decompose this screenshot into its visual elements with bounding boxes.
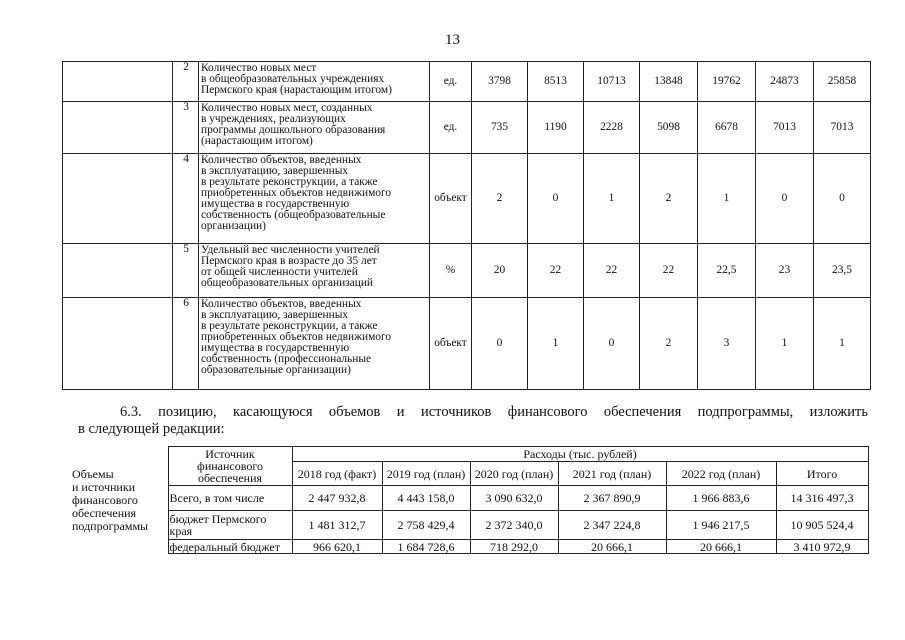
- amount-cell: 2 347 224,8: [558, 511, 666, 540]
- blank-cell: [63, 298, 173, 390]
- amount-cell: 4 443 158,0: [382, 486, 470, 511]
- unit-cell: ед.: [430, 102, 472, 154]
- amount-cell: 1 684 728,6: [382, 540, 470, 554]
- value-cell: 6678: [698, 102, 756, 154]
- year-header: 2018 год (факт): [292, 462, 382, 486]
- finance-row-label: Объемы и источники финансового обеспечения подпрограммы: [72, 447, 168, 554]
- amount-cell: 1 966 883,6: [666, 486, 776, 511]
- indicator-name-text: Количество объектов, введенных в эксплуатацию, завершенных в результате реконструкции, а также приобретенных объектов недвижимого имущества в государственную собственность (общеобразовательные организации): [201, 154, 392, 232]
- amount-cell: 2 367 890,9: [558, 486, 666, 511]
- amount-cell: 966 620,1: [292, 540, 382, 554]
- unit-cell: %: [430, 244, 472, 298]
- finance-table: [72, 446, 869, 554]
- indicator-name-text: Количество новых мест в общеобразовательных учреждениях Пермского края (нарастающим итогом): [201, 62, 392, 96]
- value-cell: 0: [528, 154, 584, 244]
- value-cell: 7013: [756, 102, 814, 154]
- total-header: Итого: [776, 462, 868, 486]
- amount-cell: 20 666,1: [666, 540, 776, 554]
- value-cell: 22,5: [698, 244, 756, 298]
- indicator-name: [199, 244, 430, 298]
- year-header: 2020 год (план): [470, 462, 558, 486]
- blank-cell: [63, 102, 173, 154]
- paragraph-line-2: в следующей редакции:: [78, 421, 225, 437]
- value-cell: 1: [528, 298, 584, 390]
- finance-row-federal: [72, 540, 868, 554]
- value-cell: 3: [698, 298, 756, 390]
- amount-cell: 2 447 932,8: [292, 486, 382, 511]
- row-number: 5: [173, 244, 199, 298]
- amount-cell: 3 090 632,0: [470, 486, 558, 511]
- value-cell: 0: [756, 154, 814, 244]
- value-cell: 19762: [698, 62, 756, 102]
- indicator-row: [63, 154, 871, 244]
- value-cell: 1: [756, 298, 814, 390]
- year-header: 2021 год (план): [558, 462, 666, 486]
- value-cell: 22: [528, 244, 584, 298]
- value-cell: 24873: [756, 62, 814, 102]
- value-cell: 2228: [584, 102, 640, 154]
- unit-cell: объект: [430, 298, 472, 390]
- source-cell: федеральный бюджет: [168, 540, 292, 554]
- value-cell: 1: [584, 154, 640, 244]
- row-number: 2: [173, 62, 199, 102]
- indicator-name-text: Удельный вес численности учителей Пермского края в возрасте до 35 лет от общей численности учителей общеобразовательных организаций: [201, 244, 380, 289]
- value-cell: 2: [472, 154, 528, 244]
- value-cell: 735: [472, 102, 528, 154]
- value-cell: 23: [756, 244, 814, 298]
- amount-cell: 3 410 972,9: [776, 540, 868, 554]
- indicator-name-text: Количество объектов, введенных в эксплуатацию, завершенных в результате реконструкции, а также приобретенных объектов недвижимого имущества в государственную собственность (профессиональные образовательные организации): [201, 298, 392, 376]
- indicator-name: [199, 154, 430, 244]
- row-number: 3: [173, 102, 199, 154]
- unit-cell: ед.: [430, 62, 472, 102]
- amount-cell: 718 292,0: [470, 540, 558, 554]
- source-cell: Всего, в том числе: [168, 486, 292, 511]
- amount-cell: 20 666,1: [558, 540, 666, 554]
- blank-cell: [63, 154, 173, 244]
- value-cell: 25858: [814, 62, 871, 102]
- value-cell: 7013: [814, 102, 871, 154]
- value-cell: 13848: [640, 62, 698, 102]
- amount-cell: 14 316 497,3: [776, 486, 868, 511]
- amount-cell: 2 372 340,0: [470, 511, 558, 540]
- indicator-name: [199, 102, 430, 154]
- value-cell: 8513: [528, 62, 584, 102]
- indicator-row: [63, 298, 871, 390]
- indicator-row: [63, 244, 871, 298]
- blank-cell: [63, 244, 173, 298]
- value-cell: 1: [698, 154, 756, 244]
- blank-cell: [63, 62, 173, 102]
- amount-cell: 10 905 524,4: [776, 511, 868, 540]
- indicator-row: [63, 102, 871, 154]
- value-cell: 22: [584, 244, 640, 298]
- indicator-row: [63, 62, 871, 102]
- value-cell: 0: [814, 154, 871, 244]
- indicators-table: [62, 61, 871, 390]
- finance-row-regional: [72, 511, 868, 540]
- value-cell: 20: [472, 244, 528, 298]
- value-cell: 0: [584, 298, 640, 390]
- value-cell: 3798: [472, 62, 528, 102]
- page-number: 13: [445, 32, 460, 48]
- indicator-name: [199, 298, 430, 390]
- value-cell: 10713: [584, 62, 640, 102]
- value-cell: 23,5: [814, 244, 871, 298]
- row-number: 4: [173, 154, 199, 244]
- source-header: Источник финансового обеспечения: [168, 447, 292, 486]
- amount-cell: 1 946 217,5: [666, 511, 776, 540]
- value-cell: 0: [472, 298, 528, 390]
- year-header: 2022 год (план): [666, 462, 776, 486]
- paragraph-line-1: 6.3. позицию, касающуюся объемов и источников финансового обеспечения подпрограммы, изложить: [120, 404, 868, 420]
- unit-cell: объект: [430, 154, 472, 244]
- value-cell: 5098: [640, 102, 698, 154]
- value-cell: 1: [814, 298, 871, 390]
- row-number: 6: [173, 298, 199, 390]
- amount-cell: 2 758 429,4: [382, 511, 470, 540]
- finance-row-total: [72, 486, 868, 511]
- indicator-name: [199, 62, 430, 102]
- amendment-paragraph: [78, 404, 868, 438]
- value-cell: 22: [640, 244, 698, 298]
- indicator-name-text: Количество новых мест, созданных в учреждениях, реализующих программы дошкольного образования (нарастающим итогом): [201, 102, 386, 147]
- value-cell: 2: [640, 154, 698, 244]
- amount-cell: 1 481 312,7: [292, 511, 382, 540]
- expenses-header: Расходы (тыс. рублей): [292, 447, 868, 462]
- source-cell: бюджет Пермского края: [168, 511, 292, 540]
- year-header: 2019 год (план): [382, 462, 470, 486]
- value-cell: 1190: [528, 102, 584, 154]
- value-cell: 2: [640, 298, 698, 390]
